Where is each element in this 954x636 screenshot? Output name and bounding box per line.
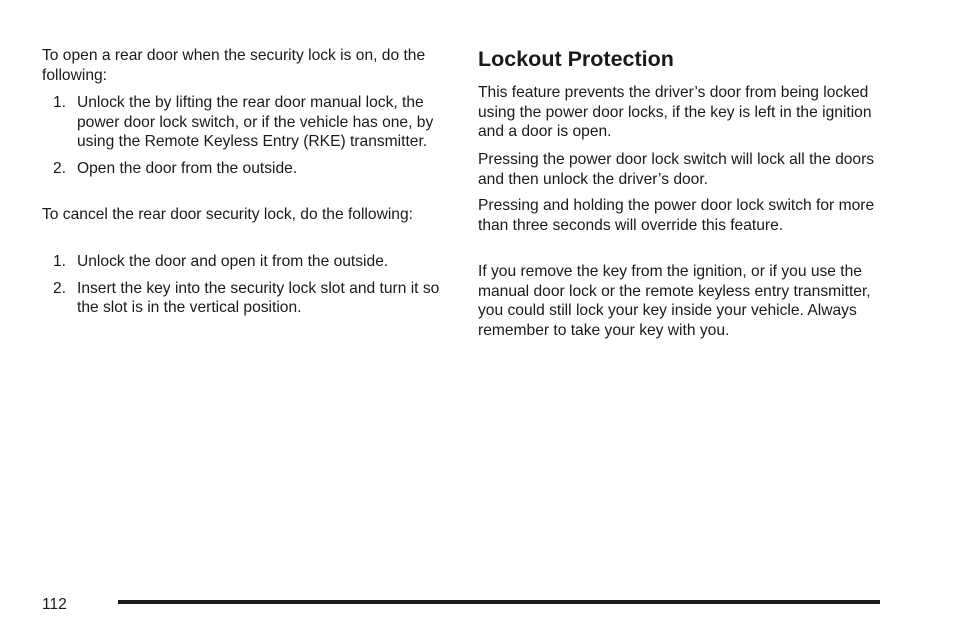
step-number: 1. [53, 253, 67, 270]
step-text: Unlock the by lifting the rear door manual lock, the power door lock switch, or if the vehicle has one, by using the Remote Keyless Entry (RKE) transmitter. [77, 94, 434, 150]
cancel-steps-list [42, 252, 452, 318]
open-steps-list [42, 93, 452, 178]
list-item [42, 252, 452, 272]
paragraph: If you remove the key from the ignition, or if you use the manual door lock or the remote keyless entry transmitter, you could still lock your key inside your vehicle. Always remember to take your key with you. [478, 263, 871, 339]
list-item [42, 159, 452, 179]
footer-rule [118, 600, 880, 604]
step-number: 2. [53, 159, 67, 177]
list-item [42, 93, 452, 152]
section-heading: Lockout Protection [478, 47, 674, 71]
step-text: Unlock the door and open it from the outside. [77, 253, 389, 270]
paragraph: This feature prevents the driver’s door from being locked using the power door locks, if the key is left in the ignition and a door is open. [478, 84, 872, 140]
list-item [42, 279, 452, 318]
cancel-instructions-intro: To cancel the rear door security lock, do the following: [42, 206, 413, 223]
page-number: 112 [42, 596, 67, 613]
open-instructions-intro: To open a rear door when the security lock is on, do the following: [42, 47, 426, 84]
step-text: Insert the key into the security lock slot and turn it so the slot is in the vertical position. [77, 279, 440, 316]
paragraph: Pressing and holding the power door lock switch for more than three seconds will override this feature. [478, 197, 875, 234]
step-text: Open the door from the outside. [77, 159, 298, 177]
paragraph: Pressing the power door lock switch will lock all the doors and then unlock the driver’s door. [478, 151, 875, 188]
step-number: 2. [53, 279, 67, 297]
step-number: 1. [53, 94, 67, 111]
